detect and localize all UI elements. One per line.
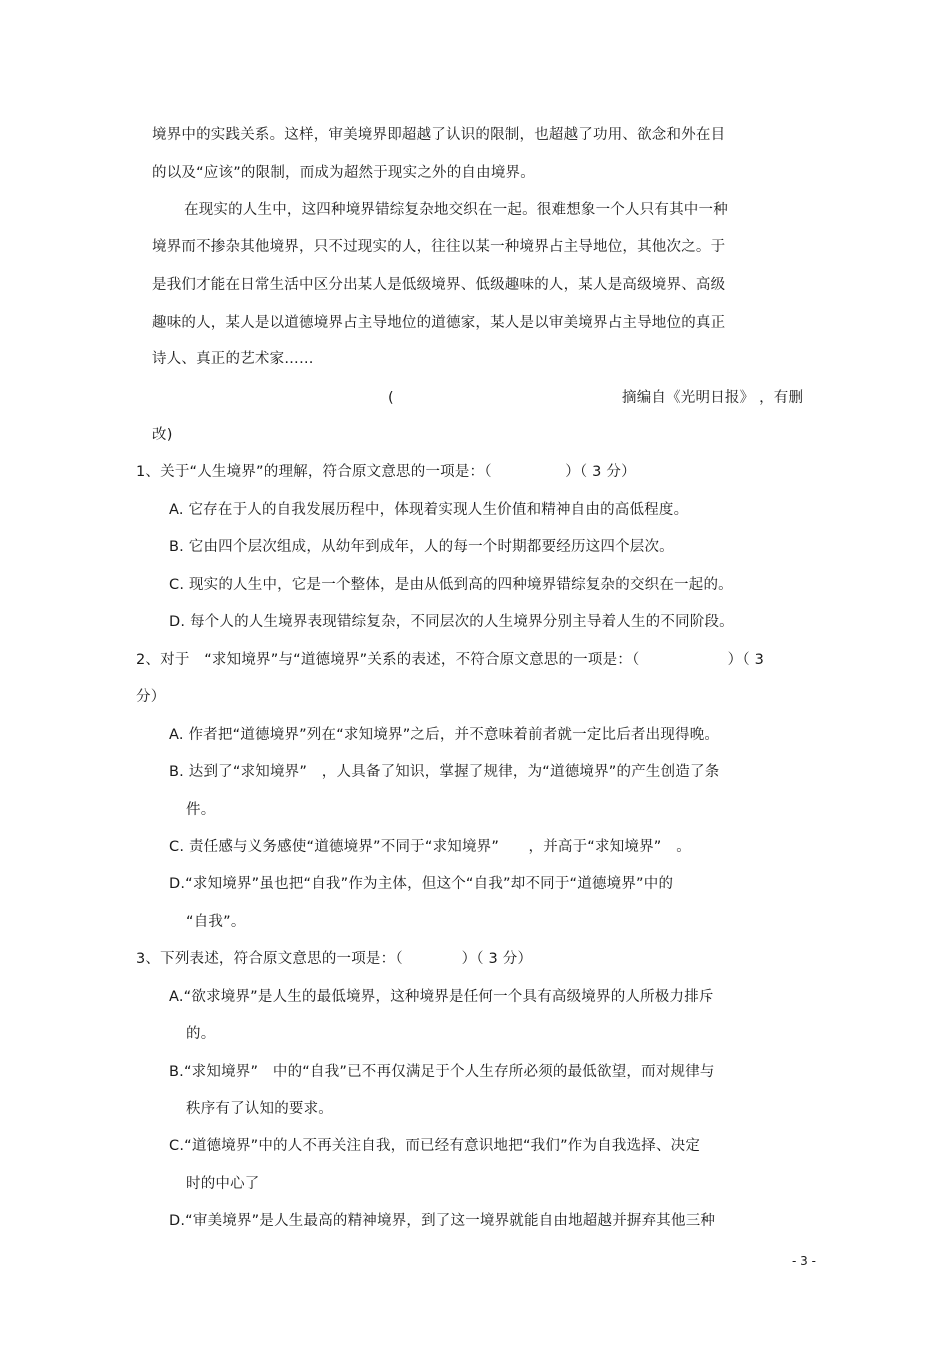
passage-line: 是我们才能在日常生活中区分出某人是低级境界、低级趣味的人，某人是高级境界、高级: [152, 277, 726, 293]
question-1-option-d: D. 每个人的人生境界表现错综复杂，不同层次的人生境界分别主导着人生的不同阶段。: [169, 614, 734, 630]
question-2-option-b-cont: 件。: [186, 802, 216, 818]
question-2-stem-cont: 分）: [136, 689, 166, 705]
source-citation-cont: 改): [152, 427, 173, 443]
question-1-option-c: C. 现实的人生中，它是一个整体，是由从低到高的四种境界错综复杂的交织在一起的。: [169, 577, 733, 593]
question-3-option-c-cont: 时的中心了: [186, 1176, 260, 1192]
question-3-option-d: D.“审美境界”是人生最高的精神境界，到了这一境界就能自由地超越并摒弃其他三种: [169, 1213, 716, 1229]
question-2-option-b: B. 达到了“求知境界” ，人具备了知识，掌握了规律，为“道德境界”的产生创造了条: [169, 764, 720, 780]
question-2-option-d-cont: “自我”。: [186, 914, 246, 930]
question-3-option-c: C.“道德境界”中的人不再关注自我，而已经有意识地把“我们”作为自我选择、决定: [169, 1138, 701, 1154]
question-3-option-b-cont: 秩序有了认知的要求。: [186, 1101, 333, 1117]
question-1-option-a: A. 它存在于人的自我发展历程中，体现着实现人生价值和精神自由的高低程度。: [169, 502, 689, 518]
question-2-option-c: C. 责任感与义务感使“道德境界”不同于“求知境界” ，并高于“求知境界” 。: [169, 839, 691, 855]
passage-line: 的以及“应该”的限制，而成为超然于现实之外的自由境界。: [152, 165, 535, 181]
question-2-stem: 2、对于 “求知境界”与“道德境界”关系的表述，不符合原文意思的一项是：（ ）（ 3: [136, 652, 765, 668]
question-3-option-a-cont: 的。: [186, 1026, 216, 1042]
passage-line: 境界而不掺杂其他境界，只不过现实的人，往往以某一种境界占主导地位，其他次之。于: [152, 239, 726, 255]
passage-line: 在现实的人生中，这四种境界错综复杂地交织在一起。很难想象一个人只有其中一种: [184, 202, 728, 218]
page-number: - 3 -: [792, 1254, 816, 1268]
source-citation: 摘编自《光明日报》 ，有删: [622, 390, 804, 406]
question-3-option-a: A.“欲求境界”是人生的最低境界，这种境界是任何一个具有高级境界的人所极力排斥: [169, 989, 714, 1005]
passage-line: 境界中的实践关系。这样，审美境界即超越了认识的限制，也超越了功用、欲念和外在目: [152, 127, 726, 143]
question-2-option-a: A. 作者把“道德境界”列在“求知境界”之后，并不意味着前者就一定比后者出现得晚。: [169, 727, 720, 743]
passage-line: 诗人、真正的艺术家……: [152, 351, 314, 367]
source-open-paren: (: [388, 390, 394, 406]
question-3-option-b: B.“求知境界” 中的“自我”已不再仅满足于个人生存所必须的最低欲望，而对规律与: [169, 1064, 715, 1080]
question-3-stem: 3、下列表述，符合原文意思的一项是：（ ）（ 3 分）: [136, 951, 533, 967]
question-2-option-d: D.“求知境界”虽也把“自我”作为主体，但这个“自我”却不同于“道德境界”中的: [169, 876, 674, 892]
question-1-stem: 1、关于“人生境界”的理解，符合原文意思的一项是：（ ）（ 3 分）: [136, 464, 636, 480]
question-1-option-b: B. 它由四个层次组成，从幼年到成年，人的每一个时期都要经历这四个层次。: [169, 539, 674, 555]
passage-line: 趣味的人，某人是以道德境界占主导地位的道德家，某人是以审美境界占主导地位的真正: [152, 315, 726, 331]
